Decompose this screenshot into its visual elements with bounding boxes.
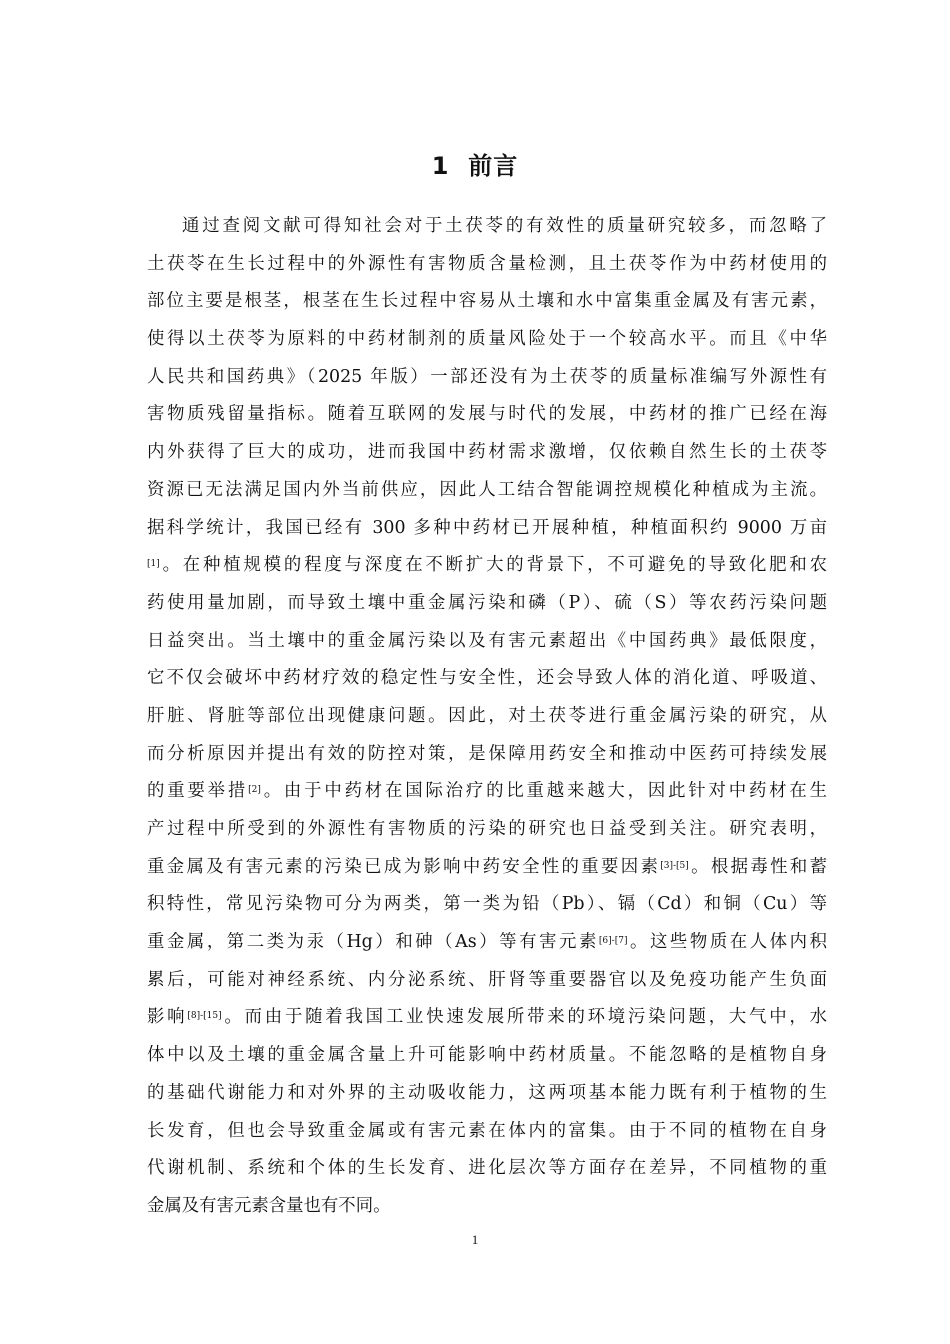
page-number: 1 — [471, 1232, 479, 1247]
paragraph-line: 使得以土茯苓为原料的中药材制剂的质量风险处于一个较高水平。而且《中华 — [147, 329, 827, 350]
paragraph-line: 土茯苓在生长过程中的外源性有害物质含量检测，且土茯苓作为中药材使用的 — [147, 253, 827, 274]
paragraph-line: 累后，可能对神经系统、内分泌系统、肝肾等重要器官以及免疫功能产生负面 — [147, 969, 827, 990]
paragraph-line — [147, 999, 827, 1037]
paragraph-line: 日益突出。当土壤中的重金属污染以及有害元素超出《中国药典》最低限度， — [147, 630, 827, 651]
line-text: 。由于中药材在国际治疗的比重越来越大，因此针对中药材在生 — [260, 781, 827, 802]
paragraph-line: 通过查阅文献可得知社会对于土茯苓的有效性的质量研究较多，而忽略了 — [182, 216, 827, 236]
line-text: 重金属及有害元素的污染已成为影响中药安全性的重要因素 — [147, 856, 661, 877]
paragraph-line: 产过程中所受到的外源性有害物质的污染的研究也日益受到关注。研究表明， — [147, 819, 827, 839]
paragraph-line: 药使用量加剧，而导致土壤中重金属污染和磷（P）、硫（S）等农药污染问题 — [147, 592, 827, 613]
paragraph-line: 而分析原因并提出有效的防控对策，是保障用药安全和推动中医药可持续发展 — [147, 743, 827, 764]
citation-ref: [1] — [147, 559, 160, 570]
line-text: 。在种植规模的程度与深度在不断扩大的背景下，不可避免的导致化肥和农 — [159, 555, 827, 576]
paragraph-line: 据科学统计，我国已经有 300 多种中药材已开展种植，种植面积约 9000 万亩 — [147, 517, 827, 538]
citation-ref: [6]-[7] — [598, 936, 628, 947]
citation-ref: [2] — [248, 785, 261, 796]
citation-ref: [8]-[15] — [187, 1011, 222, 1022]
paragraph-line: 内外获得了巨大的成功，进而我国中药材需求激增，仅依赖自然生长的土茯苓 — [147, 442, 827, 463]
body-paragraph — [147, 208, 827, 1226]
paragraph-line: 资源已无法满足国内外当前供应，因此人工结合智能调控规模化种植成为主流。 — [147, 479, 827, 500]
line-text: 。根据毒性和蓄 — [688, 856, 827, 877]
line-text: 的重要举措 — [147, 781, 249, 802]
paragraph-line: 长发育，但也会导致重金属或有害元素在体内的富集。由于不同的植物在自身 — [147, 1120, 827, 1141]
paragraph-line — [147, 547, 827, 585]
paragraph-line: 部位主要是根茎，根茎在生长过程中容易从土壤和水中富集重金属及有害元素， — [147, 291, 827, 312]
paragraph-line — [147, 924, 827, 962]
paragraph-line: 害物质残留量指标。随着互联网的发展与时代的发展，中药材的推广已经在海 — [147, 404, 827, 425]
paragraph-line: 体中以及土壤的重金属含量上升可能影响中药材质量。不能忽略的是植物自身 — [147, 1045, 827, 1066]
paragraph-line: 它不仅会破坏中药材疗效的稳定性与安全性，还会导致人体的消化道、呼吸道、 — [147, 668, 827, 689]
paragraph-line: 金属及有害元素含量也有不同。 — [147, 1195, 391, 1216]
paragraph-line: 人民共和国药典》（2025 年版）一部还没有为土茯苓的质量标准编写外源性有 — [147, 366, 827, 387]
line-text: 。而由于随着我国工业快速发展所带来的环境污染问题，大气中，水 — [221, 1007, 827, 1028]
citation-ref: [3]-[5] — [660, 860, 689, 871]
paragraph-line — [147, 773, 827, 811]
paragraph-line: 代谢机制、系统和个体的生长发育、进化层次等方面存在差异，不同植物的重 — [147, 1158, 827, 1179]
paragraph-line: 的基础代谢能力和对外界的主动吸收能力，这两项基本能力既有利于植物的生 — [147, 1082, 827, 1103]
paragraph-line — [147, 849, 827, 887]
paragraph-line: 积特性，常见污染物可分为两类，第一类为铅（Pb）、镉（Cd）和铜（Cu）等 — [147, 894, 827, 915]
line-text: 重金属，第二类为汞（Hg）和砷（As）等有害元素 — [147, 932, 599, 953]
section-heading: 1 前言 — [431, 152, 519, 180]
line-text: 影响 — [147, 1007, 188, 1028]
paragraph-line: 肝脏、肾脏等部位出现健康问题。因此，对土茯苓进行重金属污染的研究，从 — [147, 705, 827, 726]
line-text: 。这些物质在人体内积 — [627, 932, 827, 953]
